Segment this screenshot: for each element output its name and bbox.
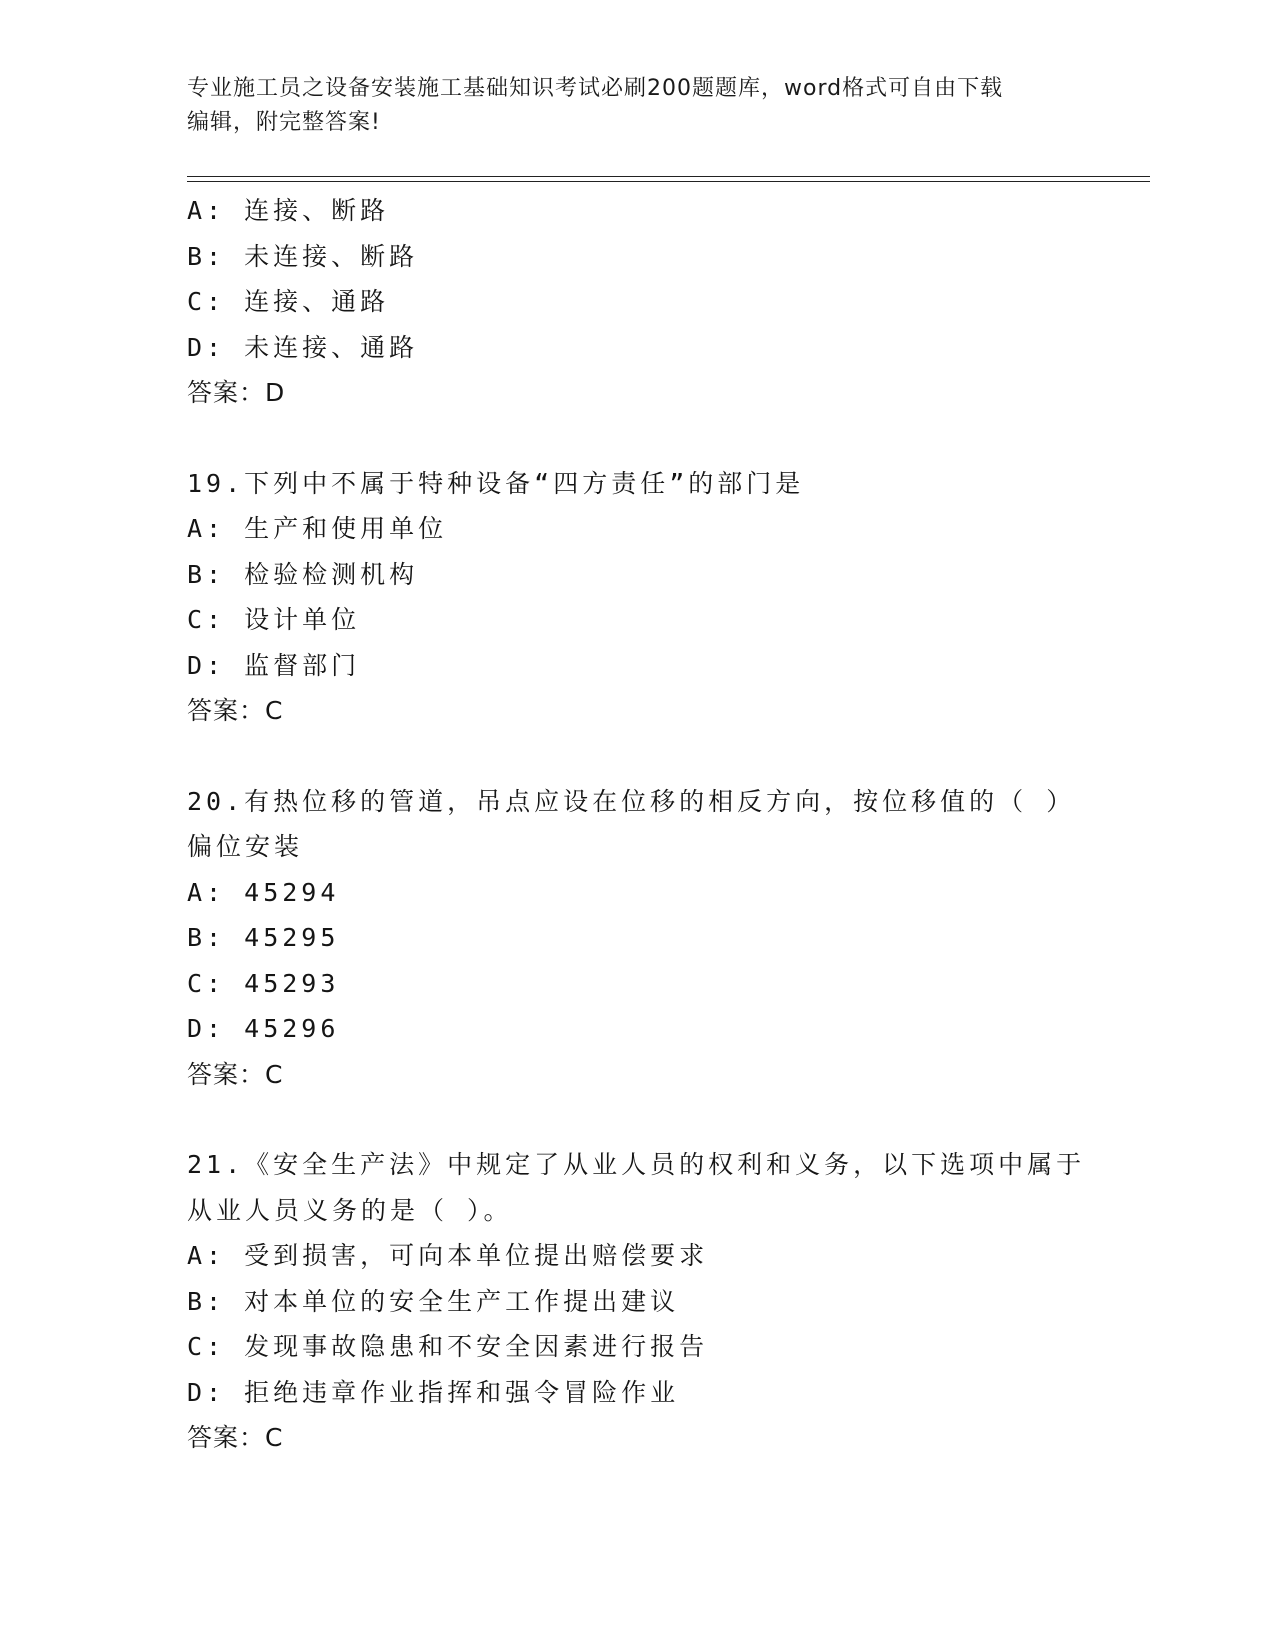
answer: 答案：C <box>187 696 284 725</box>
option-d: D: 监督部门 <box>187 650 361 680</box>
option-c: C: 发现事故隐患和不安全因素进行报告 <box>187 1332 709 1361</box>
question-21 <box>187 1142 1147 1461</box>
option-d: D: 拒绝违章作业指挥和强令冒险作业 <box>187 1377 680 1407</box>
spacer <box>187 734 1147 779</box>
option-a: A: 连接、断路 <box>187 196 390 225</box>
option-b: B: 45295 <box>187 923 340 952</box>
question-list <box>187 188 1147 1461</box>
question-text: 19.下列中不属于特种设备“四方责任”的部门是 <box>187 468 805 498</box>
question-text-line-1: 20.有热位移的管道，吊点应设在位移的相反方向，按位移值的（ ） <box>187 786 1076 816</box>
spacer <box>187 1097 1147 1142</box>
option-a: A: 受到损害，可向本单位提出赔偿要求 <box>187 1241 709 1270</box>
option-c: C: 连接、通路 <box>187 287 390 316</box>
option-b: B: 未连接、断路 <box>187 241 419 271</box>
answer: 答案：C <box>187 1059 284 1089</box>
option-c: C: 设计单位 <box>187 605 361 634</box>
spacer <box>187 416 1147 461</box>
question-19 <box>187 461 1147 734</box>
header-divider-top <box>187 176 1150 177</box>
question-text-line-1: 21.《安全生产法》中规定了从业人员的权利和义务，以下选项中属于 <box>187 1150 1086 1179</box>
option-d: D: 未连接、通路 <box>187 332 419 362</box>
question-text-line-2: 从业人员义务的是（ ）。 <box>187 1195 513 1225</box>
option-b: B: 对本单位的安全生产工作提出建议 <box>187 1286 680 1316</box>
question-text-line-2: 偏位安装 <box>187 832 304 861</box>
option-c: C: 45293 <box>187 968 340 998</box>
header-divider-bottom <box>187 181 1150 182</box>
option-b: B: 检验检测机构 <box>187 559 419 589</box>
question-20 <box>187 779 1147 1098</box>
header-title-line-2: 编辑，附完整答案! <box>187 110 381 135</box>
answer: 答案：D <box>187 378 286 407</box>
option-d: D: 45296 <box>187 1014 340 1043</box>
option-a: A: 45294 <box>187 877 340 907</box>
header-title-line-1: 专业施工员之设备安装施工基础知识考试必刷200题题库，word格式可自由下载 <box>187 76 1004 101</box>
option-a: A: 生产和使用单位 <box>187 514 448 543</box>
document-header <box>187 72 1087 140</box>
question-18 <box>187 188 1147 416</box>
answer: 答案：C <box>187 1423 284 1452</box>
